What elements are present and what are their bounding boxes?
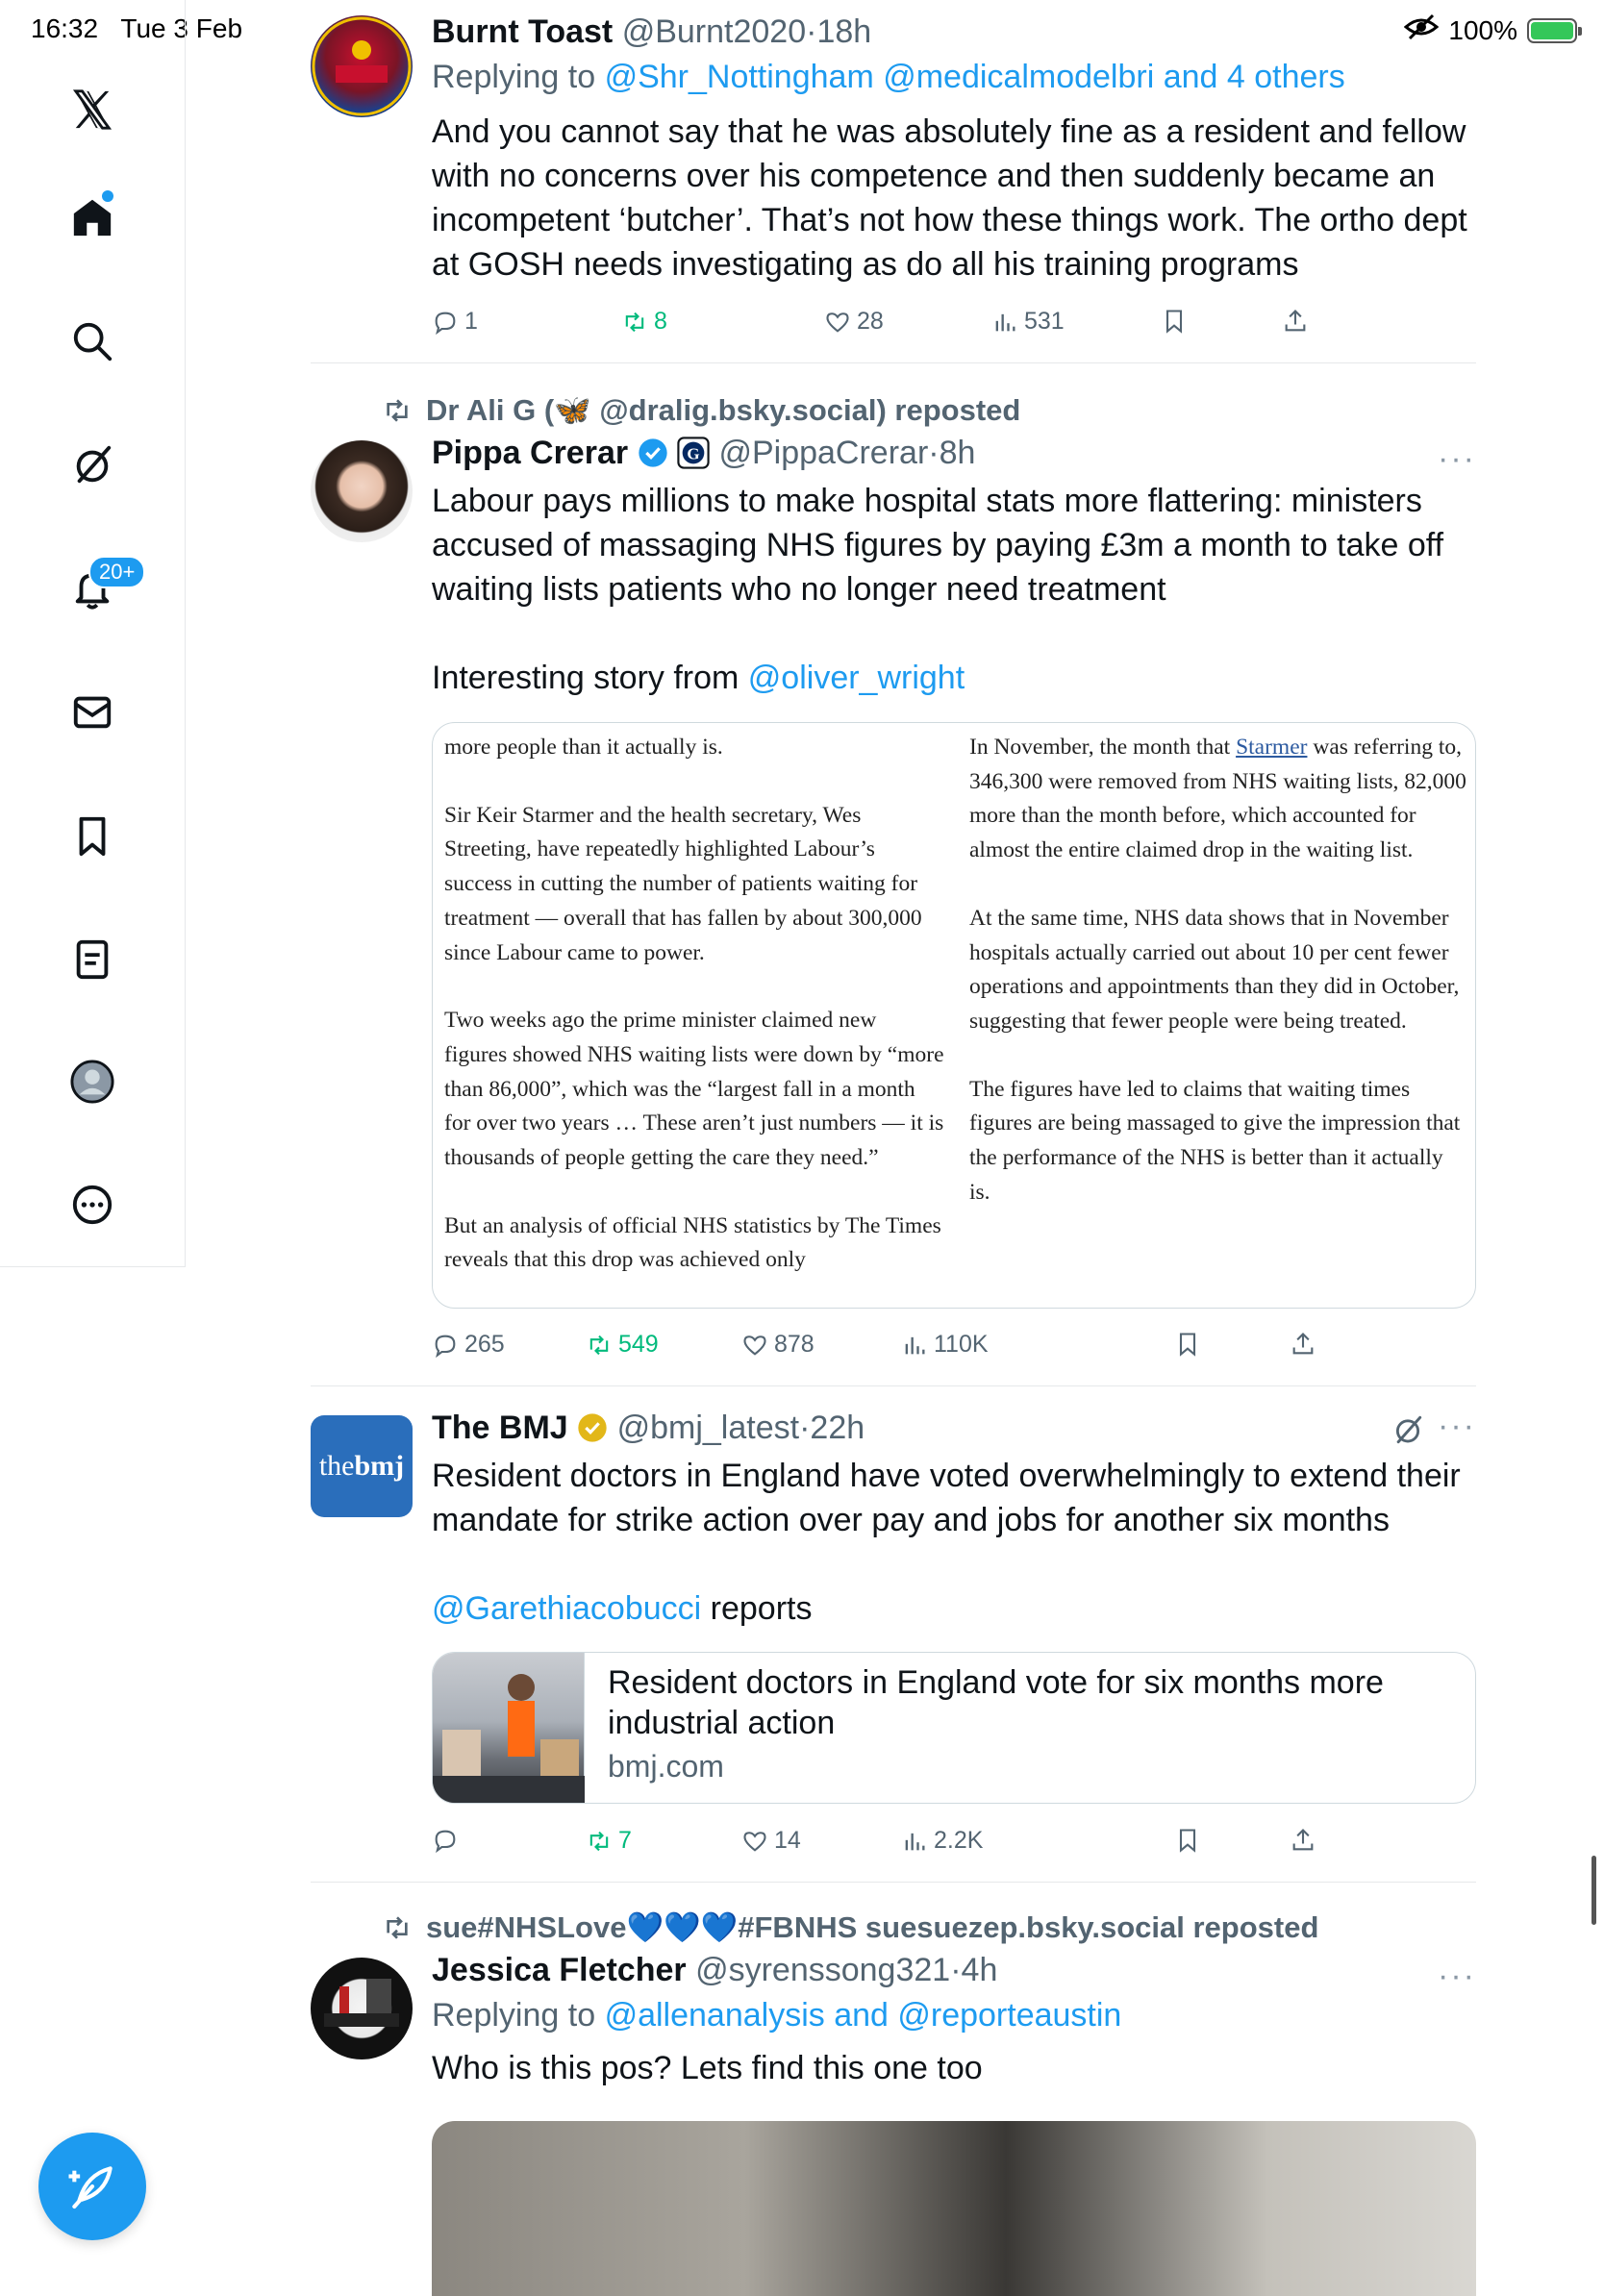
views-icon [901,1828,928,1855]
heart-icon [824,309,851,336]
sidebar [0,0,186,1267]
views-button[interactable] [901,1827,983,1855]
avatar[interactable] [311,1958,413,2059]
handle[interactable]: @bmj_latest [616,1410,800,1446]
repost-button[interactable] [586,1331,659,1359]
tweet-header [432,12,1476,52]
display-name[interactable]: The BMJ [432,1410,568,1446]
bookmark-icon [1161,308,1188,335]
status-date: Tue 3 Feb [120,13,243,43]
repost-count: 7 [618,1827,632,1854]
tweet-text-2 [432,1586,1476,1631]
like-count: 878 [774,1331,815,1358]
reply-count: 265 [464,1331,505,1358]
separator: · [799,1410,811,1446]
article-text: In November, the month that [969,735,1237,760]
repost-icon [586,1332,613,1359]
like-count: 14 [774,1827,801,1854]
tweet-divider [311,362,1476,363]
share-button[interactable] [1290,1331,1316,1358]
replying-to [432,1994,1476,2036]
tweet-video[interactable] [432,2121,1476,2296]
tweet-header [432,1950,1476,1990]
view-count: 531 [1024,308,1065,335]
reply-button[interactable] [432,1827,464,1854]
share-button[interactable] [1290,1827,1316,1854]
view-count: 110K [934,1331,989,1358]
article-paragraph [969,731,1469,868]
tweet-text-2-prefix: Interesting story from [432,660,748,696]
article-column-2 [969,731,1469,1243]
tweet-divider [311,1385,1476,1386]
tweet-actions [432,308,1374,346]
article-paragraph: more people than it actually is. [444,735,723,760]
replying-to-label: Replying to [432,1997,596,2034]
bookmark-icon [1174,1827,1201,1854]
more-circle-icon[interactable] [63,1176,121,1234]
link-card-title: Resident doctors in England vote for six months more industrial action [608,1664,1384,1741]
tweet-actions [432,1827,1374,1865]
like-count: 28 [857,308,884,335]
article-paragraph: Two weeks ago the prime minister claimed new figures showed NHS waiting lists were down by “more than 86,000”, which was the “largest fall in a month for over two years … These aren’t just numbers — it is thousands of people getting the care they need.” [444,1008,944,1171]
reposted-by [382,1909,1318,1945]
repost-icon [382,395,413,426]
heart-icon [741,1828,768,1855]
reply-count: 1 [464,308,478,335]
display-name[interactable]: Burnt Toast [432,13,614,50]
separator: · [950,1952,962,1988]
tweet-text-2-suffix: reports [701,1590,813,1627]
avatar[interactable] [311,15,413,117]
home-unread-dot [102,190,113,202]
x-logo-icon[interactable] [63,81,121,138]
repost-button[interactable] [586,1827,632,1855]
bmj-logo-the: the [318,1450,355,1482]
verified-badge-icon [638,435,668,471]
share-icon [1290,1331,1316,1358]
handle[interactable]: @PippaCrerar [718,435,929,471]
views-button[interactable] [991,308,1065,336]
article-paragraph: Sir Keir Starmer and the health secretary, Wes Streeting, have repeatedly highlighted Labour’s success in cutting the number of patients waiting for treatment — overall that has fallen by about 300,000 since Labour came to power. [444,802,922,965]
replying-to-label: Replying to [432,59,596,95]
tweet-text: And you cannot say that he was absolutely fine as a resident and fellow with no concerns over his competence and then suddenly became an incompetent ‘butcher’. That’s not how these things work. The ortho dept at GOSH needs investigating as do all his training programs [432,113,1467,283]
repost-icon [621,309,648,336]
tweet-actions [432,1331,1374,1369]
replying-to [432,56,1476,98]
article-paragraph: At the same time, NHS data shows that in November hospitals actually carried out about 10 per cent fewer operations and appointments than they did in October, suggesting that fewer people were being treated. [969,905,1460,1034]
status-time: 16:32 Tue 3 Feb [31,13,243,43]
views-icon [991,309,1018,336]
link-card-domain: bmj.com [608,1749,724,1784]
repost-icon [586,1828,613,1855]
bookmark-icon[interactable] [63,807,121,864]
timestamp[interactable]: 22h [810,1410,865,1446]
affiliate-badge-icon [677,435,710,471]
like-button[interactable] [741,1331,815,1359]
view-count: 2.2K [934,1827,984,1854]
reposted-by-text[interactable]: Dr Ali G (🦋 @dralig.bsky.social) reposted [426,393,1021,427]
article-link: Starmer [1236,735,1308,760]
article-text: was referring to, 346,300 were removed from NHS waiting lists, 82,000 more than the month before, which accounted for almost the entire claimed drop in the waiting list. [969,735,1466,863]
article-column-1 [444,731,944,1309]
tweet-text: Labour pays millions to make hospital stats more flattering: ministers accused of massaging NHS figures by paying £3m a month to take off waiting lists patients who no longer need treatment [432,483,1444,608]
more-options-icon[interactable]: ··· [1438,1408,1476,1444]
tweet-header [432,1408,1476,1448]
views-button[interactable] [901,1331,989,1359]
compose-button[interactable] [38,2133,146,2240]
share-button[interactable] [1282,308,1309,335]
timestamp[interactable]: 8h [939,435,976,471]
tweet-text: Resident doctors in England have voted overwhelmingly to extend their mandate for strike action over pay and jobs for another six months [432,1458,1461,1538]
verified-gold-badge-icon [577,1410,608,1446]
bookmark-button[interactable] [1161,308,1188,335]
tweet-divider [311,1882,1476,1883]
heart-icon [741,1332,768,1359]
article-paragraph: But an analysis of official NHS statistics by The Times reveals that this drop was achieved only [444,1212,941,1273]
link-card-thumbnail [433,1653,585,1804]
like-button[interactable] [824,308,884,336]
profile-icon[interactable] [63,1053,121,1111]
views-icon [901,1332,928,1359]
share-icon [1282,308,1309,335]
search-icon[interactable] [63,312,121,370]
avatar-lighthouse-icon [311,1958,413,2059]
envelope-icon[interactable] [63,683,121,740]
bookmark-button[interactable] [1174,1827,1201,1854]
scrollbar[interactable] [1591,1856,1596,1925]
grok-icon[interactable] [1391,1413,1424,1451]
mention-link[interactable]: @Garethiacobucci [432,1590,702,1627]
repost-icon [382,1912,413,1943]
more-options-icon[interactable]: ··· [1438,1958,1476,1994]
display-name[interactable]: Pippa Crerar [432,435,629,471]
compose-feather-icon [65,2159,119,2213]
tweet-text-2 [432,656,1476,700]
grok-icon[interactable] [63,436,121,493]
tweet-header [432,433,1476,473]
replying-to-link[interactable]: @allenanalysis and @reporteaustin [604,1997,1122,2034]
avatar[interactable] [311,1415,413,1517]
separator: · [928,435,940,471]
reply-button[interactable] [432,1331,505,1359]
more-options-icon[interactable]: ··· [1438,440,1476,477]
bookmark-button[interactable] [1174,1331,1201,1358]
reply-button[interactable] [432,308,478,336]
replying-to-link[interactable]: @Shr_Nottingham @medicalmodelbri and 4 others [604,59,1345,95]
battery-percent: 100% [1448,14,1517,45]
repost-button[interactable] [621,308,667,336]
like-button[interactable] [741,1827,801,1855]
battery-icon [1527,18,1577,43]
reply-icon [432,1332,459,1359]
reposted-by-text[interactable]: sue#NHSLove💙💙💙#FBNHS suesuezep.bsky.social reposted [426,1910,1319,1944]
svg-text:G: G [687,444,700,463]
share-icon [1290,1827,1316,1854]
bookmark-icon [1174,1331,1201,1358]
handle[interactable]: @syrenssong321 [695,1952,951,1988]
list-icon[interactable] [63,930,121,987]
repost-count: 8 [654,308,667,335]
display-name[interactable]: Jessica Fletcher [432,1952,687,1988]
timestamp[interactable]: 4h [961,1952,998,1988]
avatar-crest-icon [311,15,413,117]
article-paragraph: The figures have led to claims that waiting times figures are being massaged to give the impression that the performance of the NHS is better than it actually is. [969,1076,1461,1205]
tweet-image-article[interactable] [432,722,1476,1309]
notification-badge: 20+ [88,556,145,588]
bmj-logo [319,1450,404,1483]
timestamp[interactable]: 18h [816,13,872,50]
handle[interactable]: @Burnt2020 [621,13,807,50]
reposted-by [382,392,1020,428]
bmj-logo-bmj: bmj [354,1450,405,1482]
reply-icon [432,1827,459,1854]
separator: · [806,13,817,50]
tweet-text: Who is this pos? Lets find this one too [432,2050,983,2086]
reply-icon [432,309,459,336]
avatar[interactable] [311,440,413,542]
repost-count: 549 [618,1331,659,1358]
link-card[interactable] [432,1652,1476,1804]
mention-link[interactable]: @oliver_wright [747,660,965,696]
